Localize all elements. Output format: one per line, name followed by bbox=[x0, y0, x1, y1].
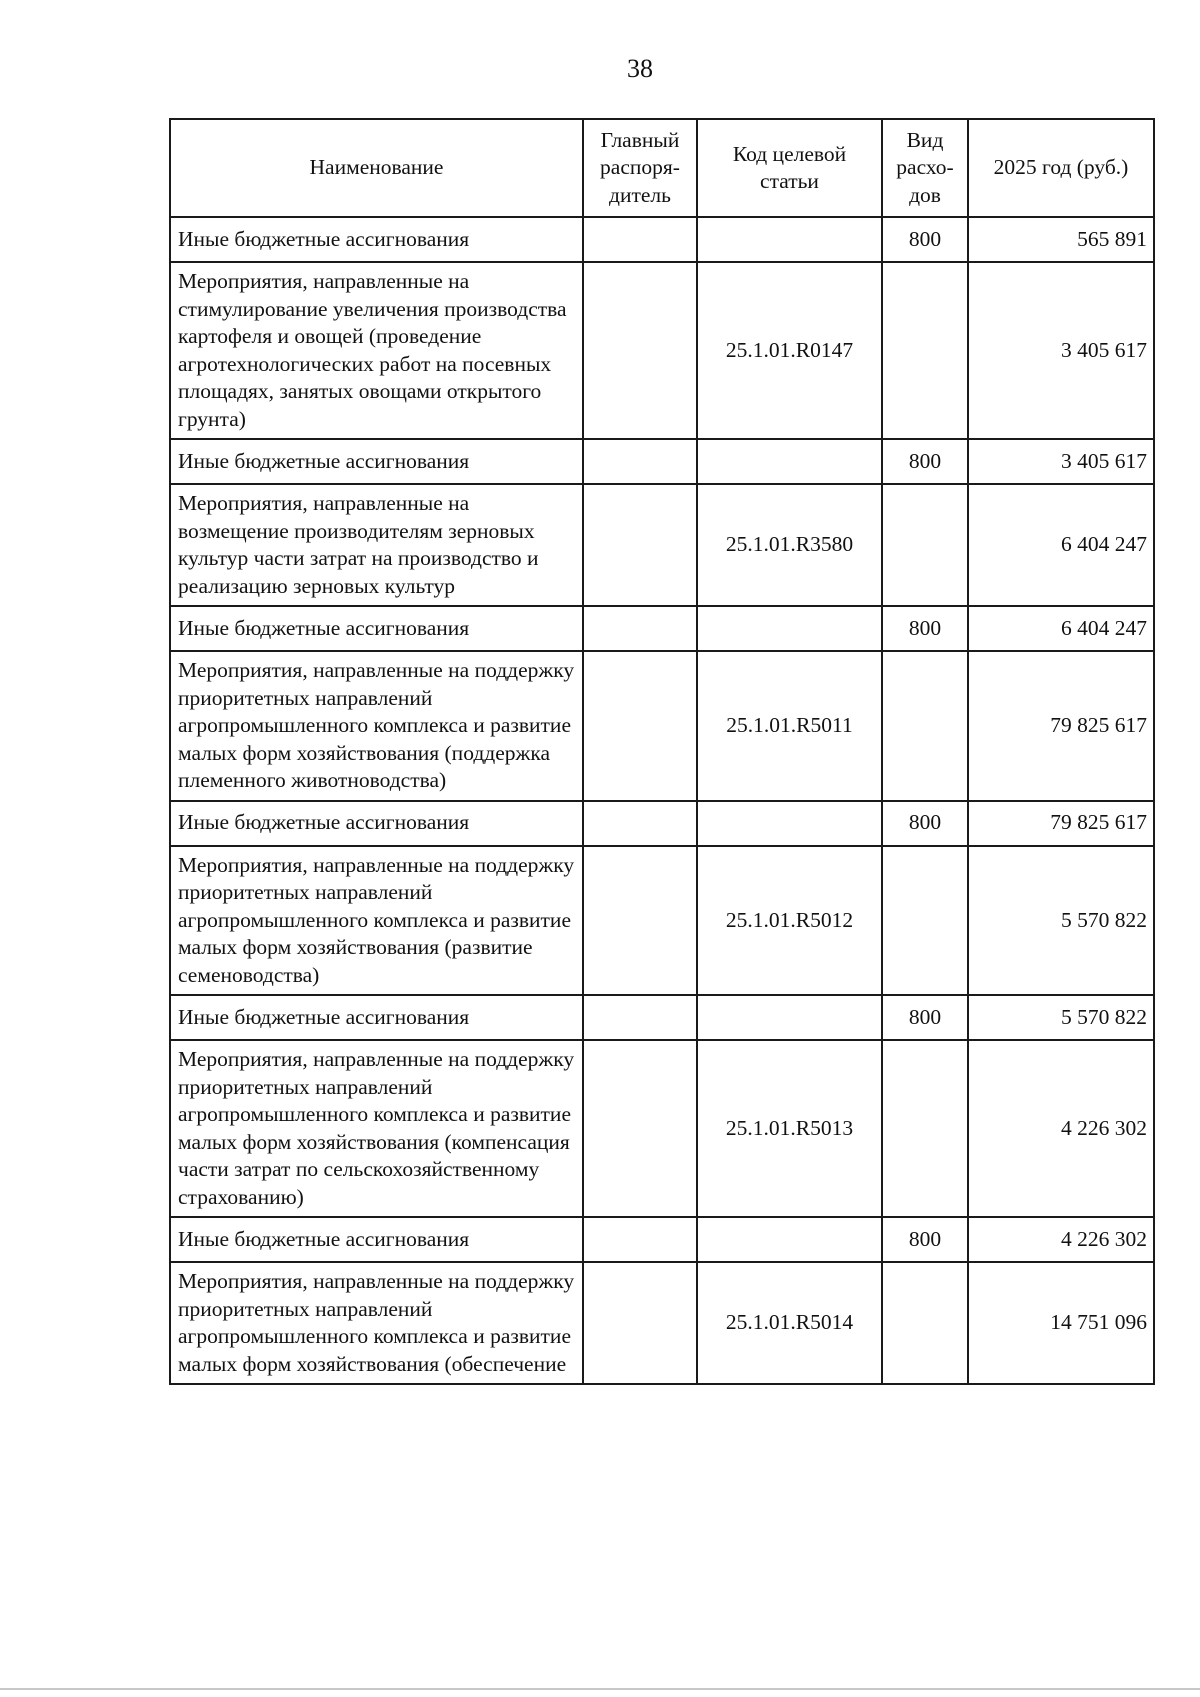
table-row bbox=[170, 439, 1154, 484]
row-amount: 5 570 822 bbox=[968, 995, 1154, 1040]
row-main-manager bbox=[583, 262, 697, 439]
row-amount: 79 825 617 bbox=[968, 651, 1154, 801]
table-row bbox=[170, 1262, 1154, 1384]
table-row bbox=[170, 262, 1154, 439]
row-main-manager bbox=[583, 484, 697, 606]
page-bottom-edge bbox=[0, 1688, 1200, 1690]
row-expense-type bbox=[882, 484, 968, 606]
row-main-manager bbox=[583, 1262, 697, 1384]
row-target-code bbox=[697, 439, 882, 484]
table-row bbox=[170, 995, 1154, 1040]
row-target-code bbox=[697, 801, 882, 846]
table-row bbox=[170, 846, 1154, 996]
row-main-manager bbox=[583, 439, 697, 484]
row-main-manager bbox=[583, 846, 697, 996]
row-target-code bbox=[697, 995, 882, 1040]
row-expense-type: 800 bbox=[882, 1217, 968, 1262]
row-amount: 565 891 bbox=[968, 217, 1154, 262]
row-name: Мероприятия, направленные на возмещение производителям зерновых культур части затрат на производство и реализацию зерновых культур bbox=[170, 484, 583, 606]
row-name: Мероприятия, направленные на поддержку приоритетных направлений агропромышленного комплекса и развитие малых форм хозяйствования (развитие семеноводства) bbox=[170, 846, 583, 996]
row-amount: 79 825 617 bbox=[968, 801, 1154, 846]
row-main-manager bbox=[583, 217, 697, 262]
row-target-code: 25.1.01.R3580 bbox=[697, 484, 882, 606]
table-row bbox=[170, 217, 1154, 262]
row-expense-type bbox=[882, 846, 968, 996]
row-expense-type: 800 bbox=[882, 801, 968, 846]
row-name: Мероприятия, направленные на поддержку приоритетных направлений агропромышленного комплекса и развитие малых форм хозяйствования (компенсация части затрат по сельскохозяйственному страхованию) bbox=[170, 1040, 583, 1217]
table-header-row bbox=[170, 119, 1154, 217]
row-target-code bbox=[697, 217, 882, 262]
header-year-amount: 2025 год (руб.) bbox=[968, 119, 1154, 217]
row-target-code: 25.1.01.R5014 bbox=[697, 1262, 882, 1384]
row-main-manager bbox=[583, 995, 697, 1040]
header-main-manager: Главный распоря-дитель bbox=[583, 119, 697, 217]
row-name: Мероприятия, направленные на поддержку приоритетных направлений агропромышленного комплекса и развитие малых форм хозяйствования (поддержка племенного животноводства) bbox=[170, 651, 583, 801]
header-name: Наименование bbox=[170, 119, 583, 217]
row-name: Иные бюджетные ассигнования bbox=[170, 606, 583, 651]
row-expense-type: 800 bbox=[882, 439, 968, 484]
row-expense-type: 800 bbox=[882, 606, 968, 651]
row-amount: 14 751 096 bbox=[968, 1262, 1154, 1384]
row-target-code bbox=[697, 1217, 882, 1262]
row-amount: 3 405 617 bbox=[968, 262, 1154, 439]
row-expense-type bbox=[882, 1040, 968, 1217]
table-row bbox=[170, 651, 1154, 801]
row-amount: 6 404 247 bbox=[968, 606, 1154, 651]
table-row bbox=[170, 606, 1154, 651]
row-target-code: 25.1.01.R5011 bbox=[697, 651, 882, 801]
row-name: Иные бюджетные ассигнования bbox=[170, 1217, 583, 1262]
row-target-code: 25.1.01.R5012 bbox=[697, 846, 882, 996]
row-name: Мероприятия, направленные на поддержку приоритетных направлений агропромышленного комплекса и развитие малых форм хозяйствования (обеспечение bbox=[170, 1262, 583, 1384]
row-main-manager bbox=[583, 606, 697, 651]
row-name: Иные бюджетные ассигнования bbox=[170, 801, 583, 846]
table-row bbox=[170, 484, 1154, 606]
row-target-code bbox=[697, 606, 882, 651]
row-main-manager bbox=[583, 1040, 697, 1217]
row-expense-type bbox=[882, 262, 968, 439]
row-main-manager bbox=[583, 651, 697, 801]
budget-table bbox=[169, 118, 1155, 1385]
row-name: Иные бюджетные ассигнования bbox=[170, 995, 583, 1040]
row-name: Иные бюджетные ассигнования bbox=[170, 439, 583, 484]
header-expense-type: Вид расхо-дов bbox=[882, 119, 968, 217]
row-expense-type bbox=[882, 1262, 968, 1384]
row-amount: 3 405 617 bbox=[968, 439, 1154, 484]
row-amount: 6 404 247 bbox=[968, 484, 1154, 606]
row-amount: 5 570 822 bbox=[968, 846, 1154, 996]
row-expense-type: 800 bbox=[882, 995, 968, 1040]
row-target-code: 25.1.01.R0147 bbox=[697, 262, 882, 439]
row-name: Иные бюджетные ассигнования bbox=[170, 217, 583, 262]
row-amount: 4 226 302 bbox=[968, 1217, 1154, 1262]
table-row bbox=[170, 801, 1154, 846]
row-main-manager bbox=[583, 801, 697, 846]
row-main-manager bbox=[583, 1217, 697, 1262]
row-name: Мероприятия, направленные на стимулирование увеличения производства картофеля и овощей (проведение агротехнологических работ на посевных площадях, занятых овощами открытого грунта) bbox=[170, 262, 583, 439]
table-row bbox=[170, 1040, 1154, 1217]
row-expense-type: 800 bbox=[882, 217, 968, 262]
row-target-code: 25.1.01.R5013 bbox=[697, 1040, 882, 1217]
header-target-code: Код целевой статьи bbox=[697, 119, 882, 217]
table-row bbox=[170, 1217, 1154, 1262]
row-expense-type bbox=[882, 651, 968, 801]
page-number: 38 bbox=[627, 54, 653, 83]
row-amount: 4 226 302 bbox=[968, 1040, 1154, 1217]
